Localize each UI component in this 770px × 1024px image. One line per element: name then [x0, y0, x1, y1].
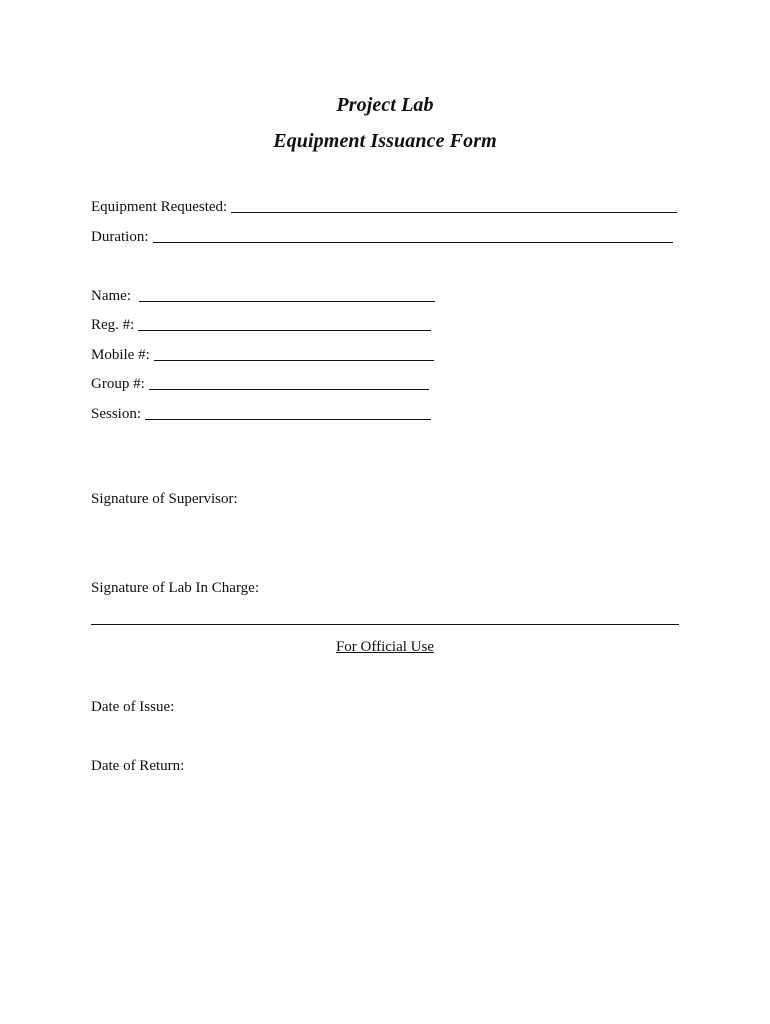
duration-field[interactable]	[153, 228, 673, 243]
session-field[interactable]	[145, 405, 431, 420]
reg-label: Reg. #:	[91, 317, 135, 333]
date-of-return-label: Date of Return:	[91, 758, 185, 774]
mobile-label: Mobile #:	[91, 347, 150, 363]
group-row	[91, 373, 429, 393]
lab-in-charge-signature-label: Signature of Lab In Charge:	[91, 580, 260, 596]
duration-row	[91, 226, 673, 246]
supervisor-signature-label: Signature of Supervisor:	[91, 491, 238, 507]
name-row	[91, 285, 435, 305]
reg-row	[91, 314, 431, 334]
name-field[interactable]	[139, 287, 435, 302]
section-divider	[91, 624, 679, 625]
mobile-field[interactable]	[154, 346, 434, 361]
date-of-issue-label: Date of Issue:	[91, 699, 175, 715]
form-subtitle: Equipment Issuance Form	[273, 130, 497, 152]
official-use-heading: For Official Use	[335, 639, 435, 655]
duration-label: Duration:	[91, 229, 149, 245]
name-label: Name:	[91, 288, 131, 304]
session-label: Session:	[91, 406, 142, 422]
form-title: Project Lab	[336, 94, 434, 116]
equipment-requested-label: Equipment Requested:	[91, 199, 228, 215]
equipment-requested-field[interactable]	[231, 198, 677, 213]
group-field[interactable]	[149, 375, 429, 390]
equipment-requested-row	[91, 196, 677, 216]
mobile-row	[91, 344, 434, 364]
session-row	[91, 403, 431, 423]
reg-field[interactable]	[138, 316, 431, 331]
group-label: Group #:	[91, 376, 145, 392]
